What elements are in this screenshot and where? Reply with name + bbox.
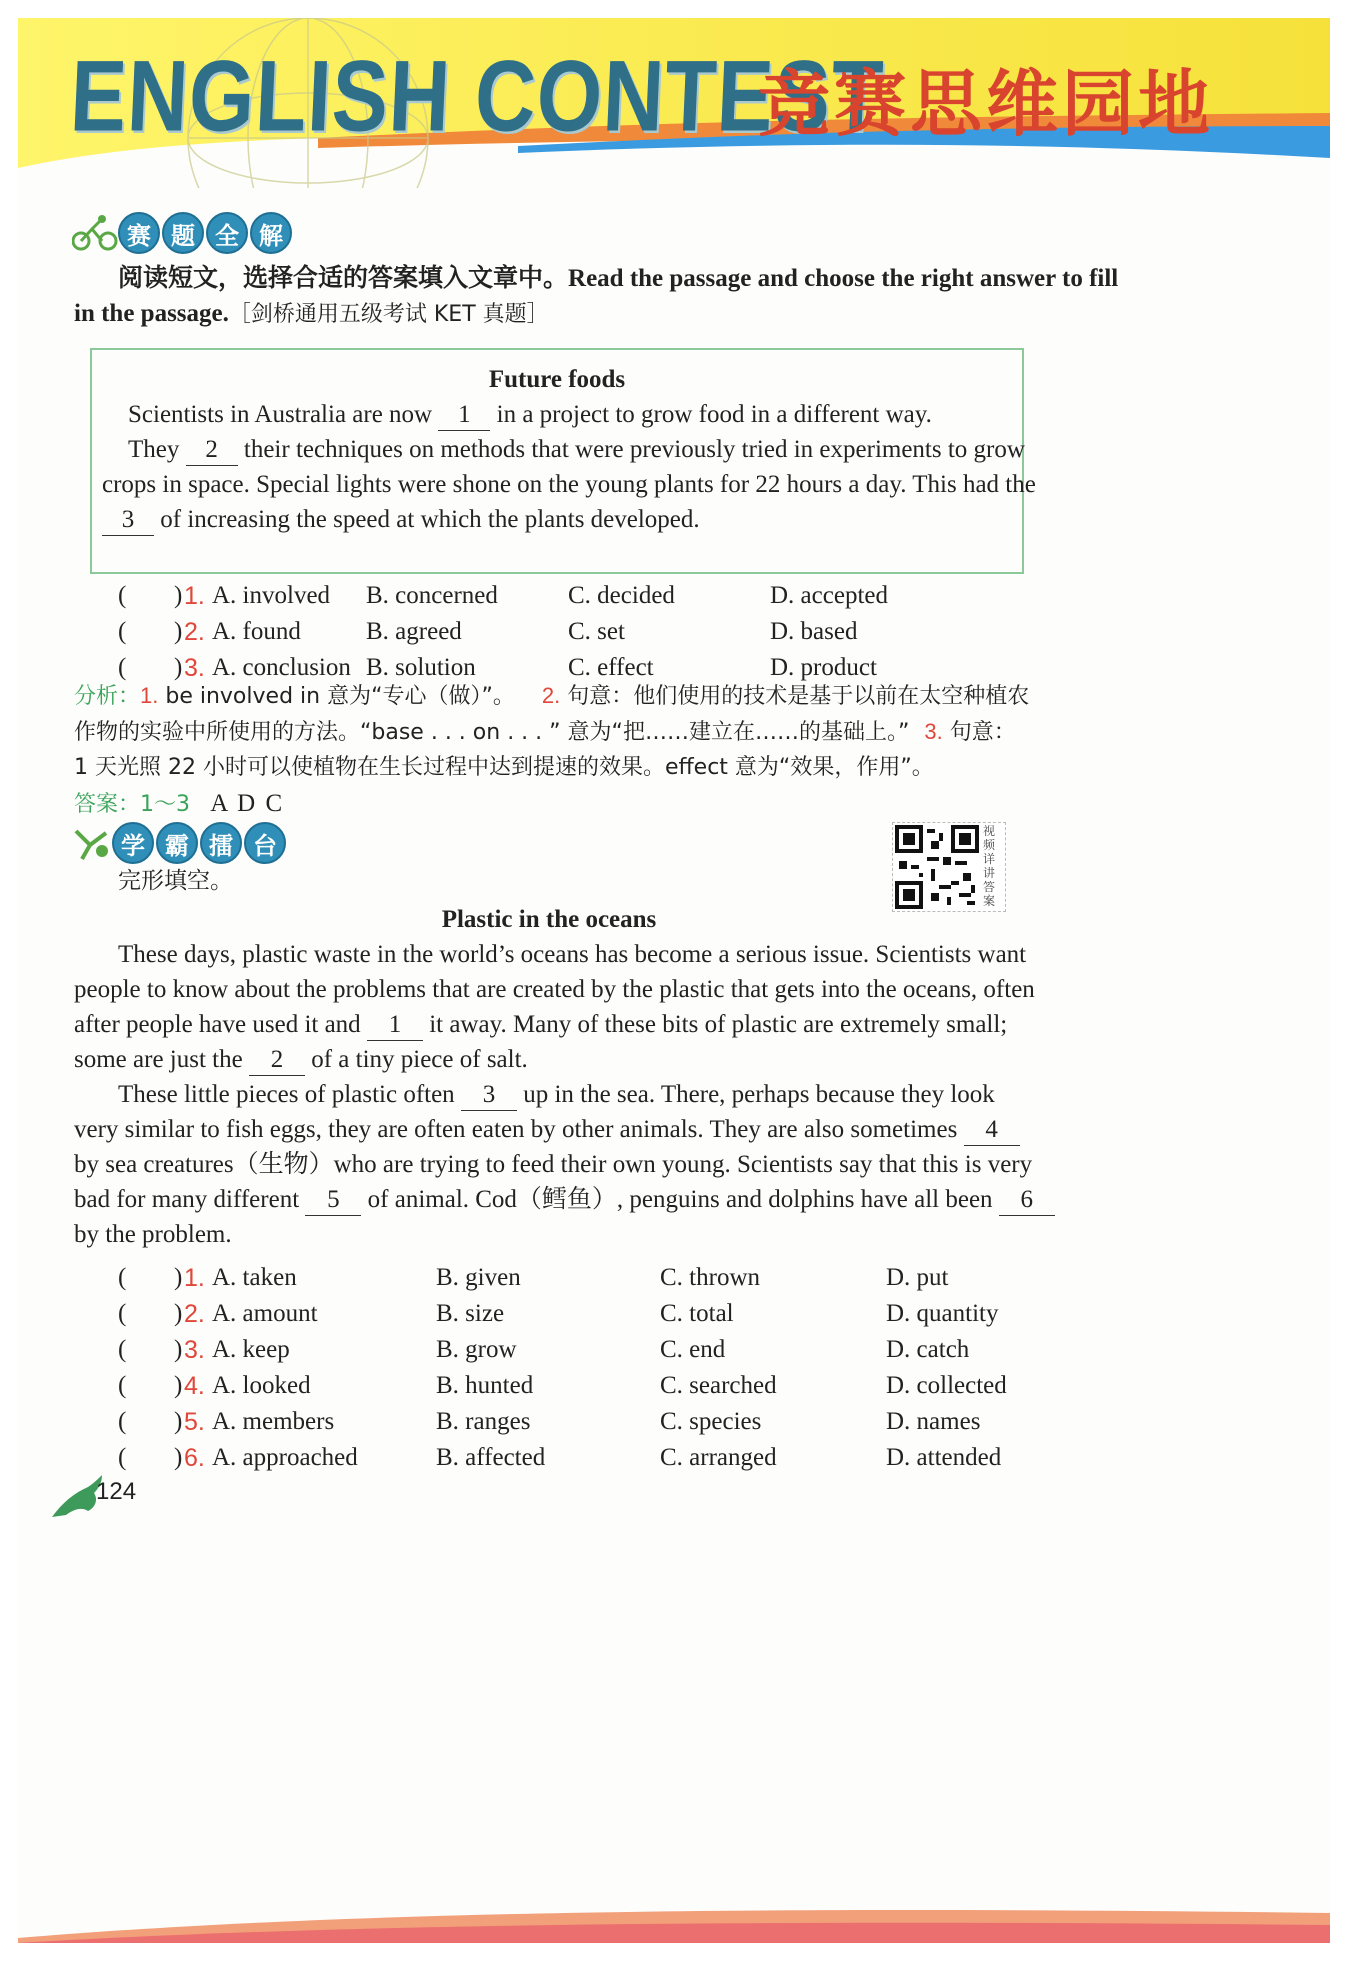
option-b[interactable]: B. concerned xyxy=(366,582,498,609)
option-a[interactable]: A. amount xyxy=(212,1300,318,1327)
option-d[interactable]: D. attended xyxy=(886,1444,1002,1471)
passage2-line-4: some are just the 2 of a tiny piece of salt. xyxy=(74,1038,528,1081)
analysis-line-3: 1 天光照 22 小时可以使植物在生长过程中达到提速的效果。effect 意为“效果，作用”。 xyxy=(74,755,934,780)
source-note: ［剑桥通用五级考试 KET 真题］ xyxy=(228,302,549,327)
label-char: 赛 xyxy=(118,212,160,254)
option-d[interactable]: D. accepted xyxy=(770,582,888,609)
option-a[interactable]: A. members xyxy=(212,1408,335,1435)
option-a[interactable]: A. involved xyxy=(212,582,331,609)
option-c[interactable]: C. total xyxy=(660,1300,734,1327)
option-a[interactable]: A. approached xyxy=(212,1444,358,1471)
question-row: ( ) 2. A. found B. agreed C. set D. based xyxy=(118,614,1018,650)
option-a[interactable]: A. found xyxy=(212,618,301,645)
blank-5: 5 xyxy=(305,1185,361,1216)
label-char: 台 xyxy=(244,822,286,864)
option-b[interactable]: B. grow xyxy=(436,1336,517,1363)
option-c[interactable]: C. arranged xyxy=(660,1444,777,1471)
passage2-title: Plastic in the oceans xyxy=(441,906,657,933)
option-d[interactable]: D. collected xyxy=(886,1372,1007,1399)
section1-instruction-line2: in the passage.［剑桥通用五级考试 KET 真题］ xyxy=(74,300,549,327)
passage-line-1: Scientists in Australia are now 1 in a project to grow food in a different way. xyxy=(128,393,932,436)
leaf-figure-icon xyxy=(72,825,112,861)
passage-line-2: They 2 their techniques on methods that were previously tried in experiments to grow xyxy=(128,428,1025,471)
question-row: ( ) 1. A. taken B. given C. thrown D. put xyxy=(118,1260,1028,1296)
option-a[interactable]: A. taken xyxy=(212,1264,297,1291)
option-c[interactable]: C. thrown xyxy=(660,1264,760,1291)
option-d[interactable]: D. names xyxy=(886,1408,981,1435)
answer-value: A D C xyxy=(210,790,285,817)
header-chinese-title: 竞赛思维园地 xyxy=(758,62,1215,146)
question-row: ( ) 3. A. conclusion B. solution C. effect D. product xyxy=(118,650,1018,686)
section-label-contest-solution xyxy=(72,208,294,258)
passage2-line-6: very similar to fish eggs, they are often eaten by other animals. They are also sometimes 4 xyxy=(74,1108,1020,1151)
option-b[interactable]: B. hunted xyxy=(436,1372,534,1399)
question-row: ( ) 5. A. members B. ranges C. species D. names xyxy=(118,1404,1028,1440)
option-d[interactable]: D. product xyxy=(770,654,877,681)
option-a[interactable]: A. keep xyxy=(212,1336,290,1363)
option-d[interactable]: D. catch xyxy=(886,1336,970,1363)
question-row: ( ) 3. A. keep B. grow C. end D. catch xyxy=(118,1332,1028,1368)
passage2-line-9: by the problem. xyxy=(74,1221,232,1248)
passage2-line-3: after people have used it and 1 it away. Many of these bits of plastic are extremely small; xyxy=(74,1003,1007,1046)
passage2-line-5: These little pieces of plastic often 3 up in the sea. There, perhaps because they look xyxy=(118,1073,995,1116)
option-b[interactable]: B. agreed xyxy=(366,618,462,645)
section2-instruction: 完形填空。 xyxy=(118,868,233,894)
option-b[interactable]: B. solution xyxy=(366,654,476,681)
option-c[interactable]: C. species xyxy=(660,1408,762,1435)
answer-label: 答案：1～3 xyxy=(74,792,190,817)
blank-1: 1 xyxy=(438,400,490,431)
passage-line-3: crops in space. Special lights were shone on the young plants for 22 hours a day. This had the xyxy=(102,471,1036,498)
option-c[interactable]: C. set xyxy=(568,618,625,645)
header-english-title: ENGLISH CONTEST xyxy=(68,39,886,153)
blank-3: 3 xyxy=(102,505,154,536)
passage2-line-2: people to know about the problems that are created by the plastic that gets into the oceans, often xyxy=(74,976,1035,1003)
option-b[interactable]: B. affected xyxy=(436,1444,546,1471)
label-char: 擂 xyxy=(200,822,242,864)
footer-wave xyxy=(18,1883,1330,1943)
question-row: ( ) 2. A. amount B. size C. total D. quantity xyxy=(118,1296,1028,1332)
analysis-line-1: 分析：1. be involved in 意为“专心（做）”。 2. 句意：他们使用的技术是基于以前在太空种植农 xyxy=(74,683,1030,709)
passage2-line-8: bad for many different 5 of animal. Cod（鳕鱼）, penguins and dolphins have all been 6 xyxy=(74,1178,1055,1221)
qr-code-icon xyxy=(895,825,979,909)
option-d[interactable]: D. put xyxy=(886,1264,949,1291)
option-a[interactable]: A. looked xyxy=(212,1372,311,1399)
blank-2: 2 xyxy=(186,435,238,466)
section1-instruction: 阅读短文，选择合适的答案填入文章中。Read the passage and choose the right answer to fill xyxy=(118,263,1119,292)
option-b[interactable]: B. given xyxy=(436,1264,521,1291)
label-char: 解 xyxy=(250,212,292,254)
option-b[interactable]: B. ranges xyxy=(436,1408,531,1435)
question-row: ( ) 6. A. approached B. affected C. arranged D. attended xyxy=(118,1440,1028,1476)
passage-title: Future foods xyxy=(488,366,626,393)
option-a[interactable]: A. conclusion xyxy=(212,654,351,681)
blank-1: 1 xyxy=(367,1010,423,1041)
blank-4: 4 xyxy=(964,1115,1020,1146)
label-char: 全 xyxy=(206,212,248,254)
passage2-line-7: by sea creatures（生物）who are trying to feed their own young. Scientists say that this is very xyxy=(74,1151,1033,1178)
analysis-label: 分析： xyxy=(74,684,141,709)
cyclist-icon xyxy=(72,215,118,251)
option-c[interactable]: C. decided xyxy=(568,582,675,609)
option-c[interactable]: C. end xyxy=(660,1336,726,1363)
option-b[interactable]: B. size xyxy=(436,1300,505,1327)
page xyxy=(18,18,1330,1943)
blank-6: 6 xyxy=(999,1185,1055,1216)
label-char: 霸 xyxy=(156,822,198,864)
blank-2: 2 xyxy=(249,1045,305,1076)
question-row: ( ) 4. A. looked B. hunted C. searched D. collected xyxy=(118,1368,1028,1404)
label-char: 学 xyxy=(112,822,154,864)
analysis-line-2: 作物的实验中所使用的方法。“base . . . on . . . ” 意为“把……建立在……的基础上。” 3. 句意： xyxy=(74,719,1016,745)
page-number: 124 xyxy=(96,1478,137,1505)
option-c[interactable]: C. searched xyxy=(660,1372,777,1399)
question-row: ( ) 1. A. involved B. concerned C. decided D. accepted xyxy=(118,578,1018,614)
passage2-line-1: These days, plastic waste in the world’s oceans has become a serious issue. Scientists want xyxy=(118,941,1027,968)
passage-line-4: 3 of increasing the speed at which the plants developed. xyxy=(102,498,700,541)
option-d[interactable]: D. quantity xyxy=(886,1300,999,1327)
label-char: 题 xyxy=(162,212,204,254)
option-d[interactable]: D. based xyxy=(770,618,858,645)
qr-caption: 视频详讲答案 xyxy=(983,824,996,908)
blank-3: 3 xyxy=(461,1080,517,1111)
option-c[interactable]: C. effect xyxy=(568,654,654,681)
